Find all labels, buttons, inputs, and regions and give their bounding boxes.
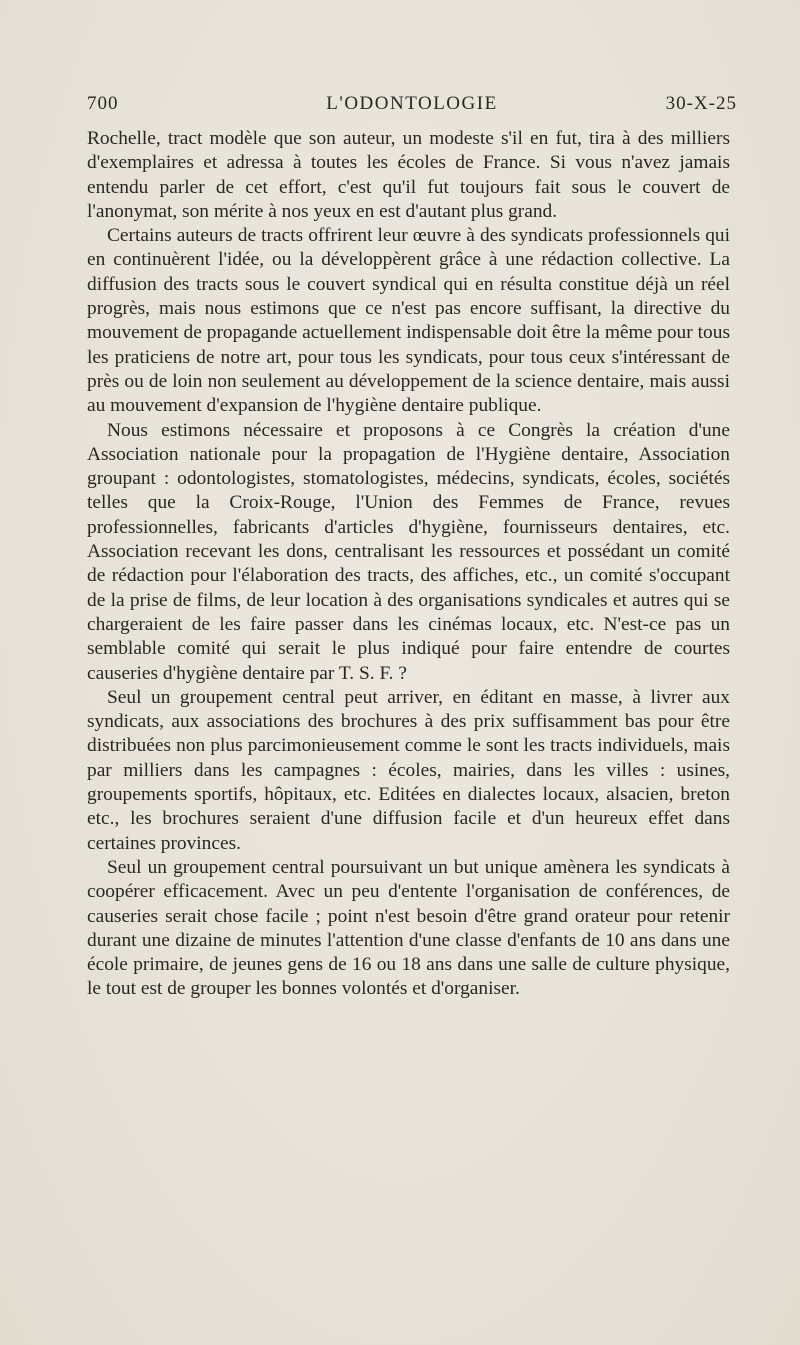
- running-title: L'ODONTOLOGIE: [326, 93, 498, 114]
- page-number: 700: [87, 93, 119, 114]
- running-header: [87, 93, 737, 119]
- issue-date: 30-X-25: [665, 93, 737, 114]
- paragraph-4: Seul un groupement central peut arriver, en éditant en masse, à livrer aux syndicats, aux associations des brochures à des prix suffisamment bas pour être distribuées non plus parcimonieusement comme le sont les tracts individuels, mais par milliers dans les campagnes : écoles, mairies, dans les villes : usines, groupements sportifs, hôpitaux, etc. Editées en dialectes locaux, alsacien, breton etc., les brochures seraient d'une diffusion facile et d'un heureux effet dans certaines provinces.: [87, 686, 730, 854]
- paragraph-2: Certains auteurs de tracts offrirent leur œuvre à des syndicats professionnels qui en continuèrent l'idée, ou la développèrent grâce à une rédaction collective. La diffusion des tracts sous le couvert syndical qui en résulta constitue déjà un réel progrès, mais nous estimons que ce n'est pas encore suffisant, la directive du mouvement de propagande actuellement indispensable doit être la même pour tous les praticiens de notre art, pour tous les syndicats, pour tous ceux s'intéressant de près ou de loin non seulement au développement de la science dentaire, mais aussi au mouvement d'expansion de l'hygiène dentaire publique.: [87, 225, 730, 417]
- paragraph-5: Seul un groupement central poursuivant un but unique amènera les syndicats à coopérer efficacement. Avec un peu d'entente l'organisation de conférences, de causeries serait chose facile ; point n'est besoin d'être grand orateur pour retenir durant une dizaine de minutes l'attention d'une classe d'enfants de 10 ans dans une école primaire, de jeunes gens de 16 ou 18 ans dans une salle de culture physique, le tout est de grouper les bonnes volontés et d'organiser.: [87, 856, 730, 1000]
- body-text: [87, 127, 730, 1002]
- paragraph-1: Rochelle, tract modèle que son auteur, un modeste s'il en fut, tira à des milliers d'exemplaires et adressa à toutes les écoles de France. Si vous n'avez jamais entendu parler de cet effort, c'est qu'il fut toujours fait sous le couvert de l'anonymat, son mérite à nos yeux en est d'autant plus grand.: [87, 128, 730, 222]
- paragraph-3: Nous estimons nécessaire et proposons à ce Congrès la création d'une Association nationale pour la propagation de l'Hygiène dentaire, Association groupant : odontologistes, stomatologistes, médecins, syndicats, écoles, sociétés telles que la Croix-Rouge, l'Union des Femmes de France, revues professionnelles, fabricants d'articles d'hygiène, fournisseurs dentaires, etc. Association recevant les dons, centralisant les ressources et possédant un comité de rédaction pour l'élaboration des tracts, des affiches, etc., un comité s'occupant de la prise de films, de leur location à des organisations syndicales et autres qui se chargeraient de les faire passer dans les cinémas locaux, etc. N'est-ce pas un semblable comité qui serait le plus indiqué pour faire entendre de courtes causeries d'hygiène dentaire par T. S. F. ?: [87, 419, 730, 684]
